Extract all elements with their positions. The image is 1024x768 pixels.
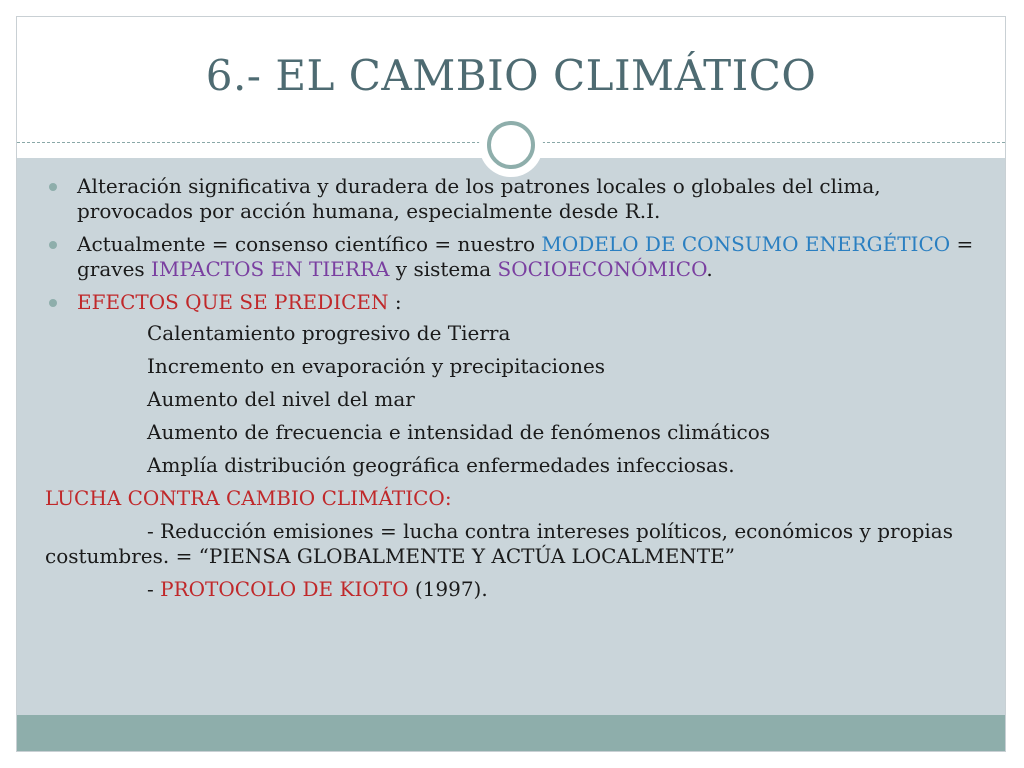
effect-item: Amplía distribución geográfica enfermedades infecciosas. xyxy=(147,453,735,477)
footer-bar xyxy=(17,715,1005,751)
bullet-dot-icon xyxy=(49,299,57,307)
protocolo-suffix: (1997). xyxy=(408,577,488,601)
effect-item: Incremento en evaporación y precipitaciones xyxy=(147,354,606,378)
effect-item: Aumento del nivel del mar xyxy=(147,387,415,411)
slide xyxy=(16,16,1006,752)
effect-item: Aumento de frecuencia e intensidad de fenómenos climáticos xyxy=(147,420,771,444)
bullet-consenso xyxy=(45,232,977,282)
bullet-dot-icon xyxy=(49,241,57,249)
highlight-impactos: IMPACTOS EN TIERRA xyxy=(151,257,390,281)
protocolo-kioto: PROTOCOLO DE KIOTO xyxy=(160,577,409,601)
protocolo-line xyxy=(45,577,977,602)
effect-item: Calentamiento progresivo de Tierra xyxy=(147,321,511,345)
slide-title: 6.- EL CAMBIO CLIMÁTICO xyxy=(205,51,817,100)
bullet-text: Alteración significativa y duradera de los patrones locales o globales del clima, provocados por acción humana, especialmente desde R.I. xyxy=(77,174,881,223)
reduccion-text: - Reducción emisiones = lucha contra intereses políticos, económicos y propias costumbres. = “PIENSA GLOBALMENTE Y ACTÚA LOCALMENTE” xyxy=(45,519,953,568)
highlight-modelo-consumo: MODELO DE CONSUMO ENERGÉTICO xyxy=(541,232,951,256)
highlight-socioeconomico: SOCIOECONÓMICO xyxy=(497,257,707,281)
efectos-colon: : xyxy=(388,290,402,314)
lucha-heading: LUCHA CONTRA CAMBIO CLIMÁTICO: xyxy=(45,486,452,510)
ring-ornament-icon xyxy=(487,121,535,169)
bullet-text-part: y sistema xyxy=(389,257,498,281)
bullet-text-part: Actualmente = consenso científico = nuestro xyxy=(77,232,542,256)
bullet-alteracion xyxy=(45,174,977,224)
reduccion-paragraph xyxy=(45,519,977,569)
body-text xyxy=(45,174,977,610)
bullet-text-part: . xyxy=(706,257,713,281)
bullet-efectos xyxy=(45,290,977,315)
bullet-text-part: = graves xyxy=(77,232,974,281)
bullet-dot-icon xyxy=(49,183,57,191)
efectos-heading: EFECTOS QUE SE PREDICEN xyxy=(77,290,389,314)
protocolo-prefix: - xyxy=(147,577,161,601)
